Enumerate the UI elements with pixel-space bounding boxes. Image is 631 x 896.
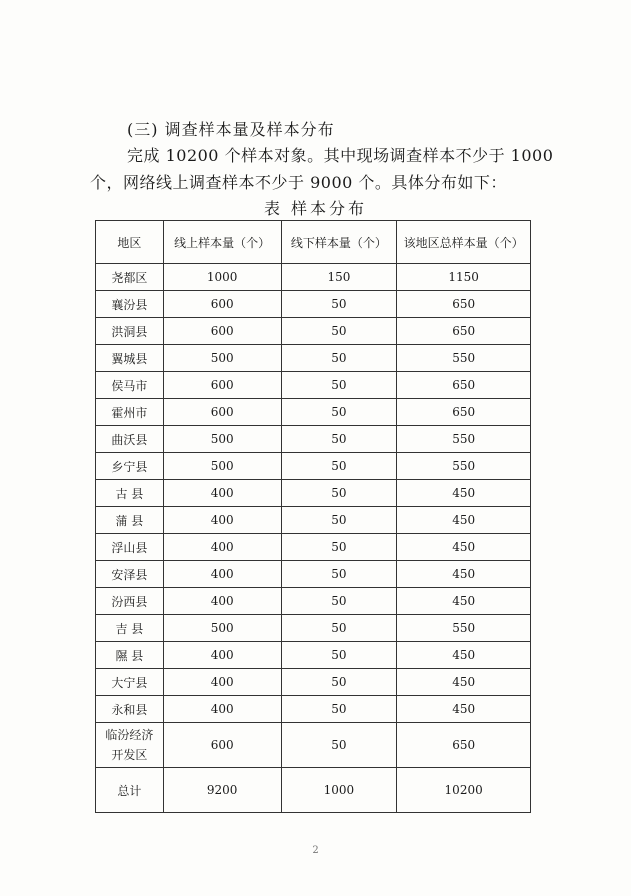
table-body [96, 264, 531, 813]
online-cell: 600 [163, 372, 281, 399]
offline-cell: 50 [281, 345, 397, 372]
table-row-development-zone [96, 723, 531, 768]
region-cell: 曲沃县 [96, 426, 164, 453]
table-row [96, 642, 531, 669]
online-cell: 600 [163, 291, 281, 318]
offline-cell: 50 [281, 669, 397, 696]
table-row [96, 291, 531, 318]
offline-cell: 50 [281, 588, 397, 615]
table-row [96, 372, 531, 399]
region-name-line-1: 临汾经济 [105, 728, 154, 742]
online-cell: 500 [163, 453, 281, 480]
offline-cell: 50 [281, 399, 397, 426]
region-name-line-2: 开发区 [111, 748, 148, 762]
online-cell: 400 [163, 642, 281, 669]
region-cell: 永和县 [96, 696, 164, 723]
region-cell: 汾西县 [96, 588, 164, 615]
header-total: 该地区总样本量（个） [397, 221, 531, 264]
online-cell: 500 [163, 345, 281, 372]
header-offline: 线下样本量（个） [281, 221, 397, 264]
total-cell: 450 [397, 696, 531, 723]
region-cell: 襄汾县 [96, 291, 164, 318]
table-row [96, 264, 531, 291]
region-cell: 霍州市 [96, 399, 164, 426]
region-cell: 侯马市 [96, 372, 164, 399]
offline-cell: 50 [281, 318, 397, 345]
region-cell: 洪洞县 [96, 318, 164, 345]
table-row [96, 507, 531, 534]
table-row [96, 534, 531, 561]
grand-total-cell: 10200 [397, 768, 531, 813]
online-cell: 500 [163, 615, 281, 642]
region-cell [96, 723, 164, 768]
offline-cell: 50 [281, 534, 397, 561]
online-cell: 400 [163, 534, 281, 561]
paragraph-line-1: 完成 10200 个样本对象。其中现场调查样本不少于 1000 [127, 146, 554, 165]
region-cell: 安泽县 [96, 561, 164, 588]
total-cell: 550 [397, 426, 531, 453]
page-number: 2 [312, 845, 319, 856]
header-region: 地区 [96, 221, 164, 264]
header-online: 线上样本量（个） [163, 221, 281, 264]
table-row [96, 426, 531, 453]
total-cell: 450 [397, 669, 531, 696]
region-cell: 尧都区 [96, 264, 164, 291]
offline-cell: 150 [281, 264, 397, 291]
offline-cell: 50 [281, 291, 397, 318]
table-header-row [96, 221, 531, 264]
offline-cell: 50 [281, 480, 397, 507]
table-caption: 表 样本分布 [263, 199, 368, 218]
sample-distribution-table [95, 220, 531, 813]
online-cell: 600 [163, 399, 281, 426]
online-cell: 400 [163, 588, 281, 615]
total-cell: 450 [397, 534, 531, 561]
total-cell: 650 [397, 723, 531, 768]
paragraph-line-2: 个，网络线上调查样本不少于 9000 个。具体分布如下： [90, 173, 507, 192]
offline-cell: 50 [281, 507, 397, 534]
region-cell: 隰 县 [96, 642, 164, 669]
table-row [96, 399, 531, 426]
total-cell: 550 [397, 453, 531, 480]
region-cell: 吉 县 [96, 615, 164, 642]
total-cell: 550 [397, 345, 531, 372]
region-cell: 古 县 [96, 480, 164, 507]
table-row [96, 588, 531, 615]
online-cell: 1000 [163, 264, 281, 291]
total-cell: 450 [397, 561, 531, 588]
total-cell: 1150 [397, 264, 531, 291]
total-cell: 650 [397, 372, 531, 399]
table-row [96, 318, 531, 345]
online-total-cell: 9200 [163, 768, 281, 813]
online-cell: 500 [163, 426, 281, 453]
table-row-total [96, 768, 531, 813]
online-cell: 400 [163, 480, 281, 507]
online-cell: 600 [163, 318, 281, 345]
online-cell: 400 [163, 669, 281, 696]
total-cell: 650 [397, 399, 531, 426]
offline-cell: 50 [281, 426, 397, 453]
total-cell: 450 [397, 588, 531, 615]
offline-cell: 50 [281, 642, 397, 669]
total-cell: 650 [397, 318, 531, 345]
total-cell: 450 [397, 642, 531, 669]
region-cell: 乡宁县 [96, 453, 164, 480]
region-cell: 大宁县 [96, 669, 164, 696]
total-cell: 650 [397, 291, 531, 318]
table-row [96, 453, 531, 480]
online-cell: 400 [163, 507, 281, 534]
offline-cell: 50 [281, 453, 397, 480]
table-row [96, 345, 531, 372]
offline-cell: 50 [281, 561, 397, 588]
online-cell: 600 [163, 723, 281, 768]
table-row [96, 615, 531, 642]
online-cell: 400 [163, 696, 281, 723]
table-row [96, 696, 531, 723]
offline-total-cell: 1000 [281, 768, 397, 813]
section-heading: (三) 调查样本量及样本分布 [127, 120, 335, 139]
offline-cell: 50 [281, 615, 397, 642]
total-cell: 550 [397, 615, 531, 642]
offline-cell: 50 [281, 696, 397, 723]
table-row [96, 669, 531, 696]
online-cell: 400 [163, 561, 281, 588]
region-cell: 翼城县 [96, 345, 164, 372]
offline-cell: 50 [281, 723, 397, 768]
total-cell: 450 [397, 480, 531, 507]
region-cell: 浮山县 [96, 534, 164, 561]
table-row [96, 480, 531, 507]
total-cell: 450 [397, 507, 531, 534]
table-row [96, 561, 531, 588]
offline-cell: 50 [281, 372, 397, 399]
total-label-cell: 总计 [96, 768, 164, 813]
region-cell: 蒲 县 [96, 507, 164, 534]
